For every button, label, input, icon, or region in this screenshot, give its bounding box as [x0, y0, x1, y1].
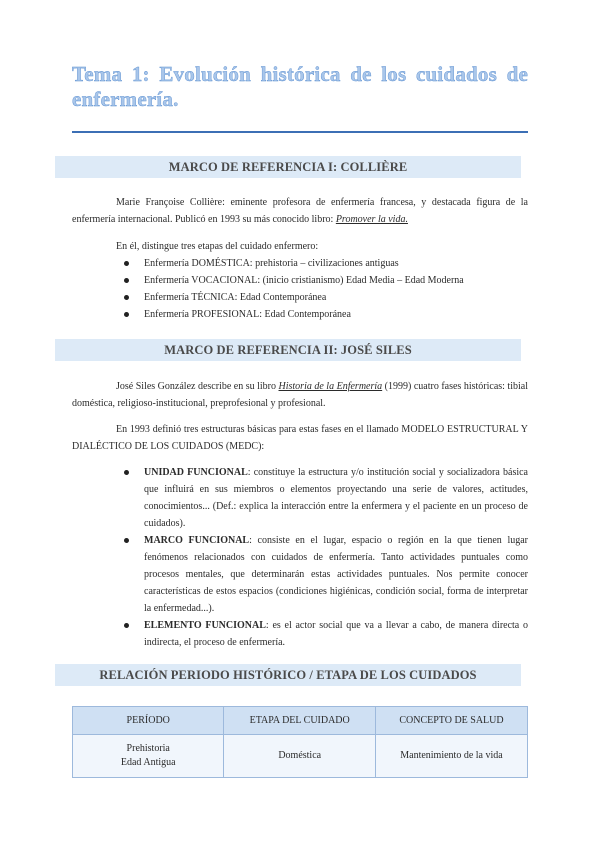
bullet-icon	[124, 623, 129, 628]
list-item-term: MARCO FUNCIONAL	[144, 535, 250, 546]
medc-structure-list	[122, 464, 528, 651]
paragraph-text: José Siles González describe en su libro	[116, 381, 279, 392]
periodo-etapa-table	[72, 706, 528, 778]
bullet-icon	[124, 470, 129, 475]
list-item	[122, 255, 528, 272]
bullet-icon	[124, 295, 129, 300]
paragraph-text: Marie Françoise Collière: eminente profesora de enfermería francesa, y destacada figura de la enfermería internacional. Publicó en 1993 su más conocido libro:	[72, 197, 528, 225]
list-item-text: Enfermería TÉCNICA: Edad Contemporánea	[144, 292, 327, 303]
list-item-text: Enfermería DOMÉSTICA: prehistoria – civilizaciones antiguas	[144, 258, 399, 269]
book-title-historia: Historia de la Enfermería	[278, 381, 383, 392]
list-item-text: : constituye la estructura y/o institución social y socializadora básica que influirá en sus miembros o elementos proyectando una serie de valores, actitudes, conocimientos... (Def.: explica la interacción entre la enfermera y el paciente en un proceso de cuidados).	[144, 467, 528, 529]
list-item	[122, 532, 528, 617]
list-item-text: Enfermería VOCACIONAL: (inicio cristianismo) Edad Media – Edad Moderna	[144, 275, 464, 286]
list-item-term: ELEMENTO FUNCIONAL	[144, 620, 266, 631]
cell-line: Edad Antigua	[120, 757, 176, 768]
table-header-periodo: PERÍODO	[73, 707, 224, 735]
bullet-icon	[124, 278, 129, 283]
section-heading-siles: MARCO DE REFERENCIA II: JOSÉ SILES	[55, 339, 521, 361]
list-item	[122, 306, 528, 323]
book-title-promover: Promover la vida.	[335, 214, 408, 225]
list-item	[122, 617, 528, 651]
table-header-concepto: CONCEPTO DE SALUD	[375, 707, 527, 735]
list-item	[122, 272, 528, 289]
colliere-stage-list	[122, 255, 528, 323]
paragraph-colliere-intro	[72, 194, 528, 228]
list-item	[122, 464, 528, 532]
list-item-text: : consiste en el lugar, espacio o región en la que tienen lugar fenómenos relacionados con cuidados de enfermería. Tanto actividades puntuales como procesos mentales, que determinarán estas actividades puntuales. Nos permite conocer características de estos espacios (condiciones higiénicas, condición social, forma de interpretar la enfermedad...).	[144, 535, 528, 614]
list-item	[122, 289, 528, 306]
paragraph-colliere-stages: En él, distingue tres etapas del cuidado enfermero:	[116, 241, 319, 252]
bullet-icon	[124, 261, 129, 266]
bullet-icon	[124, 312, 129, 317]
table-cell-concepto: Mantenimiento de la vida	[375, 735, 527, 778]
bullet-icon	[124, 538, 129, 543]
table-cell-etapa: Doméstica	[224, 735, 376, 778]
table-header-row	[73, 707, 528, 735]
section-heading-colliere: MARCO DE REFERENCIA I: COLLIÈRE	[55, 156, 521, 178]
list-item-term: UNIDAD FUNCIONAL	[144, 467, 248, 478]
table-row	[73, 735, 528, 778]
title-divider	[72, 131, 528, 133]
list-item-text: Enfermería PROFESIONAL: Edad Contemporánea	[144, 309, 351, 320]
cell-line: Prehistoria	[126, 743, 170, 754]
table-header-etapa: ETAPA DEL CUIDADO	[224, 707, 376, 735]
section-heading-relacion: RELACIÓN PERIODO HISTÓRICO / ETAPA DE LOS CUIDADOS	[55, 664, 521, 686]
list-item-text: : es el actor social que va a llevar a cabo, de manera directa o indirecta, el proceso de enfermería.	[144, 620, 528, 648]
paragraph-siles-medc: En 1993 definió tres estructuras básicas para estas fases en el llamado MODELO ESTRUCTURAL Y DIALÉCTICO DE LOS CUIDADOS (MEDC):	[72, 424, 528, 452]
table-cell-periodo	[73, 735, 224, 778]
page-title: Tema 1: Evolución histórica de los cuidados de enfermería.	[72, 62, 528, 111]
paragraph-siles-intro	[72, 378, 528, 412]
paragraph-text: (1999) cuatro fases históricas: tibial doméstica, religioso-institucional, preprofesional y profesional.	[72, 381, 528, 409]
